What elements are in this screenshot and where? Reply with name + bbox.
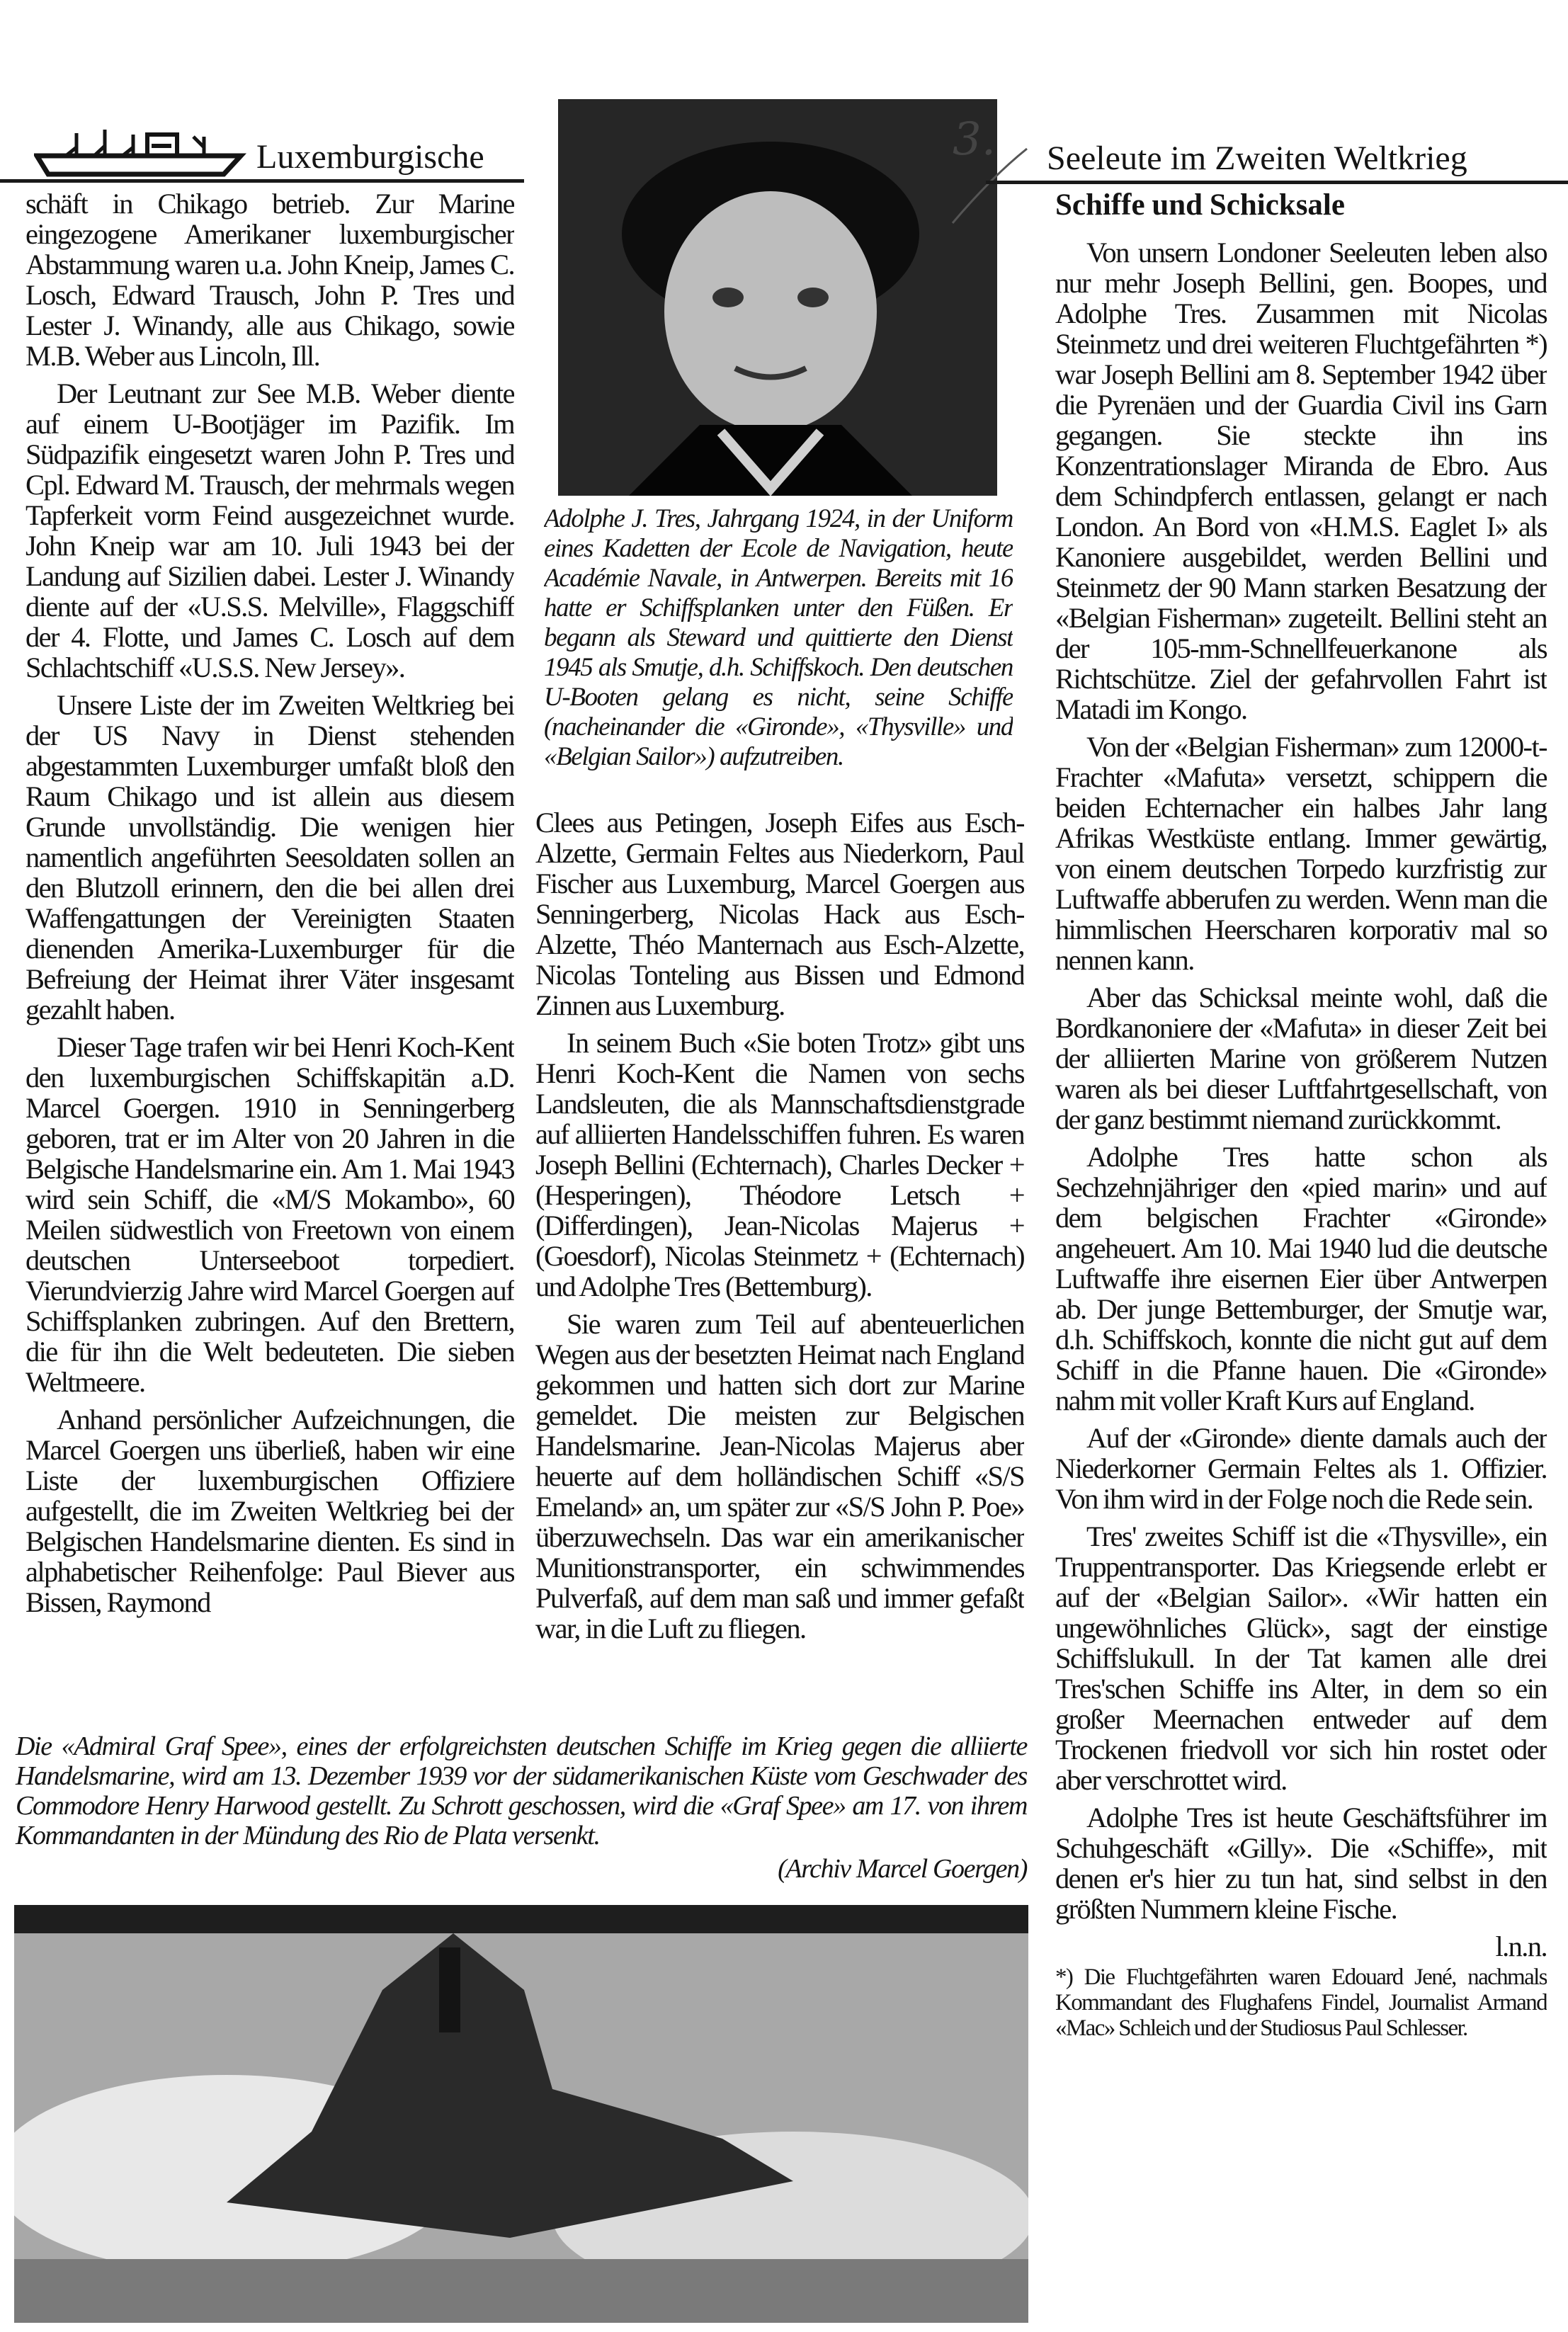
paragraph: Der Leutnant zur See M.B. Weber diente auf einem U-Bootjäger im Pazifik. Im Südpazifik eingesetzt waren John P. Tres und Cpl. Edward M. Trausch, der mehrmals wegen Tapferkeit vorm Feind ausgezeichnet wurde. John Kneip war am 10. Juli 1943 bei der Landung auf Sizilien dabei. Lester J. Winandy diente auf der «U.S.S. Melville», Flaggschiff der 4. Flotte, und James C. Losch auf dem Schlachtschiff «U.S.S. New Jersey». xyxy=(25,377,514,683)
ship-photo xyxy=(14,1905,1028,2323)
header-rule-right xyxy=(986,181,1568,184)
paragraph: Dieser Tage trafen wir bei Henri Koch-Kent den luxemburgischen Schiffskapitän a.D. Marcel Goergen. 1910 in Senningerberg geboren, trat er im Alter von 20 Jahren in die Belgische Handelsmarine ein. Am 1. Mai 1943 wird sein Schiff, die «M/S Mokambo», 60 Meilen südwestlich von Freetown von einem deutschen Unterseeboot torpediert. Vierundvierzig Jahre wird Marcel Goergen auf Schiffsplanken zubringen. Auf den Brettern, die für ihn die Welt bedeuteten. Die sieben Weltmeere. xyxy=(25,1031,514,1398)
article-subtitle: Schiffe und Schicksale xyxy=(1055,190,1345,222)
paragraph: Anhand persönlicher Aufzeichnungen, die Marcel Goergen uns überließ, haben wir eine Liste der luxemburgischen Offiziere aufgestellt, die im Zweiten Weltkrieg bei der Belgischen Handelsmarine dienten. Es sind in alphabetischer Reihenfolge: Paul Biever aus Bissen, Raymond xyxy=(25,1404,514,1618)
portrait-photo xyxy=(544,0,1011,496)
section-title-left: Luxemburgische xyxy=(256,138,484,176)
paragraph: Auf der «Gironde» diente damals auch der Niederkorner Germain Feltes als 1. Offizier. Von ihm wird in der Folge noch die Rede sein. xyxy=(1055,1422,1547,1515)
paragraph: Sie waren zum Teil auf abenteuerlichen Wegen aus der besetzten Heimat nach England gekommen und hatten sich dort zur Marine gemeldet. Die meisten zur Belgischen Handelsmarine. Jean-Nicolas Majerus aber heuerte auf dem holländischen Schiff «S/S Emeland» an, um später zur «S/S John P. Poe» überzuwechseln. Das war ein amerikanischer Munitionstransporter, ein schwimmendes Pulverfaß, auf dem man saß und immer gefaßt war, in die Luft zu fliegen. xyxy=(535,1308,1024,1644)
paragraph: Aber das Schicksal meinte wohl, daß die Bordkanoniere der «Mafuta» in dieser Zeit bei der alliierten Marine von größerem Nutzen waren als bei dieser Luftfahrtgesellschaft, von der ganz bestimmt niemand zurückkommt. xyxy=(1055,982,1547,1135)
paragraph: Adolphe Tres hatte schon als Sechzehnjähriger den «pied marin» und auf dem belgischen Frachter «Gironde» angeheuert. Am 10. Mai 1940 lud die deutsche Luftwaffe ihre eisernen Eier über Antwerpen ab. Der junge Bettemburger, der Smutje war, d.h. Schiffskoch, konnte die nicht gut auf dem Schiff in die Pfanne hauen. Die «Gironde» nahm mit voller Kraft Kurs auf England. xyxy=(1055,1141,1547,1416)
paragraph: Unsere Liste der im Zweiten Weltkrieg bei der US Navy in Dienst stehenden abgestammten Luxemburger umfaßt bloß den Raum Chikago und ist allein aus diesem Grunde unvollständig. Die wenigen hier namentlich angeführten Seesoldaten sollen an den Blutzoll erinnern, den die bei allen drei Waffengattungen der Vereinigten Staaten dienenden Amerika-Luxemburger für die Befreiung der Heimat ihrer Väter insgesamt gezahlt haben. xyxy=(25,689,514,1025)
handwritten-page-number: 3. xyxy=(953,113,996,166)
paragraph: In seinem Buch «Sie boten Trotz» gibt uns Henri Koch-Kent die Namen von sechs Landsleuten, die als Mannschaftsdienstgrade auf alliierten Handelsschiffen fuhren. Es waren Joseph Bellini (Echternach), Charles Decker + (Hesperingen), Théodore Letsch + (Differdingen), Jean-Nicolas Majerus + (Goesdorf), Nicolas Steinmetz + (Echternach) und Adolphe Tres (Bettemburg). xyxy=(535,1027,1024,1302)
handwritten-slash xyxy=(942,135,1034,234)
paragraph: Adolphe Tres ist heute Geschäftsführer im Schuhgeschäft «Gilly». Die «Schiffe», mit denen er's hier zu tun hat, sind selbst in den größten Nummern kleine Fische. xyxy=(1055,1802,1547,1925)
article-column-middle xyxy=(535,807,1024,1721)
paragraph: Von der «Belgian Fisherman» zum 12000-t-Frachter «Mafuta» versetzt, schippern die beiden Echternacher ein halbes Jahr lang Afrikas Westküste entlang. Immer gewärtig, von einem deutschen Torpedo kurzfristig zur Luftwaffe abberufen zu werden. Wenn man die himmlischen Heerscharen korporativ mal so nennen kann. xyxy=(1055,731,1547,976)
section-title-right: Seeleute im Zweiten Weltkrieg xyxy=(1047,140,1467,177)
paragraph: Von unsern Londoner Seeleuten leben also nur mehr Joseph Bellini, gen. Boopes, und Adolphe Tres. Zusammen mit Nicolas Steinmetz und drei weiteren Fluchtgefährten *) war Joseph Bellini am 8. September 1942 über die Pyrenäen und der Guardia Civil ins Garn gegangen. Sie steckte ihn ins Konzentrationslager Miranda de Ebro. Aus dem Schindpferch entlassen, gelangt er nach London. An Bord von «H.M.S. Eaglet I» als Kanoniere ausgebildet, werden Bellini und Steinmetz der 90 Mann starken Besatzung der «Belgian Fisherman» zugeteilt. Bellini steht an der 105-mm-Schnellfeuerkanone als Richtschütze. Ziel der gefahrvollen Fahrt ist Matadi im Kongo. xyxy=(1055,237,1547,725)
cargo-ship-icon xyxy=(34,126,246,179)
portrait-caption: Adolphe J. Tres, Jahrgang 1924, in der Uniform eines Kadetten der Ecole de Navigation, heute Académie Navale, in Antwerpen. Bereits mit 16 hatte er Schiffsplanken unter den Füßen. Er begann als Steward und quittierte den Dienst 1945 als Smutje, d.h. Schiffskoch. Den deutschen U-Booten gelang es nicht, seine Schiffe (nacheinander die «Gironde», «Thysville» und «Belgian Sailor») aufzutreiben. xyxy=(544,504,1013,771)
paragraph: Tres' zweites Schiff ist die «Thysville», ein Truppentransporter. Das Kriegsende erlebt er auf der «Belgian Sailor». «Wir hatten ein ungewöhnliches Glück», sagt der einstige Schiffslukull. In der Tat kamen alle drei Tres'schen Schiffe ins Alter, in dem so ein großer Meernachen entweder auf dem Trockenen friedvoll vor sich hin rostet oder aber verschrottet wird. xyxy=(1055,1520,1547,1796)
article-column-left xyxy=(25,188,514,1718)
article-column-right xyxy=(1055,190,1547,2321)
footnote: *) Die Fluchtgefährten waren Edouard Jené, nachmals Kommandant des Flughafens Findel, Journalist Armand «Mac» Schleich und der Studiosus Paul Schlesser. xyxy=(1055,1964,1547,2041)
ship-caption: Die «Admiral Graf Spee», eines der erfolgreichsten deutschen Schiffe im Krieg gegen die alliierte Handelsmarine, wird am 13. Dezember 1939 vor der südamerikanischen Küste vom Geschwader des Commodore Henry Harwood gestellt. Zu Schrott geschossen, wird die «Graf Spee» am 17. von ihrem Kommandanten in der Mündung des Rio de Plata versenkt. xyxy=(16,1731,1027,1850)
paragraph: schäft in Chikago betrieb. Zur Marine eingezogene Amerikaner luxemburgischer Abstammung waren u.a. John Kneip, James C. Losch, Edward Trausch, John P. Tres und Lester J. Winandy, alle aus Chikago, sowie M.B. Weber aus Lincoln, Ill. xyxy=(25,188,514,372)
paragraph: Clees aus Petingen, Joseph Eifes aus Esch-Alzette, Germain Feltes aus Niederkorn, Paul Fischer aus Luxemburg, Marcel Goergen aus Senningerberg, Nicolas Hack aus Esch-Alzette, Théo Manternach aus Esch-Alzette, Nicolas Tonteling aus Bissen und Edmond Zinnen aus Luxemburg. xyxy=(535,807,1024,1021)
ship-photo-credit: (Archiv Marcel Goergen) xyxy=(778,1854,1027,1884)
author-signature: l.n.n. xyxy=(1495,1930,1547,1962)
header-rule-left xyxy=(0,179,524,183)
